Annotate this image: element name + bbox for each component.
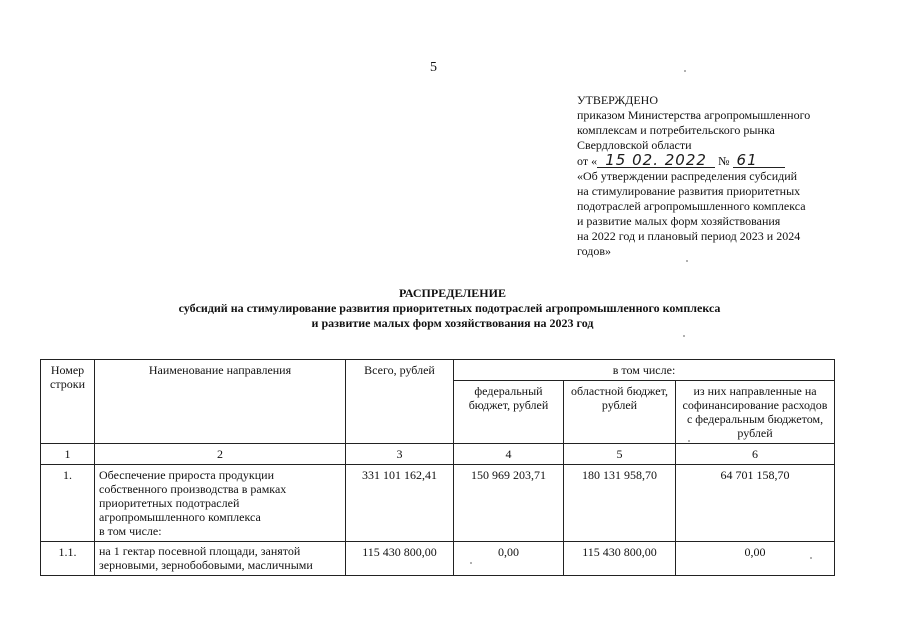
number-prefix: № [718,154,730,168]
row-regional: 115 430 800,00 [564,542,676,576]
row-number: 1. [41,465,95,542]
approval-subject: «Об утверждении распределения субсидий [577,169,798,183]
approval-line: приказом Министерства агропромышленного [577,108,811,122]
scan-speck [686,260,688,262]
row-name-line: зерновыми, зернобобовыми, масличными [99,558,313,572]
page-number: 5 [430,60,437,75]
document-subtitle: субсидий на стимулирование развития приоритетных подотраслей агропромышленного комплекса [178,301,721,315]
header-total: Всего, рублей [346,360,454,444]
date-prefix: от « [577,154,598,168]
scan-speck [683,335,685,337]
header-regional: областной бюджет, рублей [564,381,676,444]
approval-subject: подотраслей агропромышленного комплекса [577,199,806,213]
approval-subject: на 2022 год и плановый период 2023 и 2024 [577,229,801,243]
approval-date-line [577,153,837,169]
table-row [41,542,835,576]
handwritten-number: 61 [733,153,785,168]
row-federal: 150 969 203,71 [454,465,564,542]
column-number: 4 [454,444,564,465]
header-name: Наименование направления [95,360,346,444]
row-name-line: приоритетных подотраслей [99,496,240,510]
row-cofinancing: 0,00 [676,542,835,576]
column-number-row [41,444,835,465]
header-federal: федеральный бюджет, рублей [454,381,564,444]
approval-line: комплексам и потребительского рынка [577,123,775,137]
row-federal: 0,00 [454,542,564,576]
approval-line: Свердловской области [577,138,692,152]
approval-subject: и развитие малых форм хозяйствования [577,214,781,228]
row-name [95,465,346,542]
row-total: 331 101 162,41 [346,465,454,542]
row-name-line: в том числе: [99,524,162,538]
approval-subject: на стимулирование развития приоритетных [577,184,801,198]
scan-speck [688,440,690,442]
approval-block [577,93,837,259]
document-title: РАСПРЕДЕЛЕНИЕ [399,286,506,300]
column-number: 5 [564,444,676,465]
row-name-line: агропромышленного комплекса [99,510,261,524]
row-name-line: Обеспечение прироста продукции [99,468,275,482]
row-cofinancing: 64 701 158,70 [676,465,835,542]
header-including: в том числе: [454,360,835,381]
scan-speck [470,562,472,564]
row-name-line: на 1 гектар посевной площади, занятой [99,544,301,558]
document-subtitle: и развитие малых форм хозяйствования на 2023 год [311,316,594,330]
column-number: 3 [346,444,454,465]
row-name-line: собственного производства в рамках [99,482,287,496]
header-row-number: Номер строки [41,360,95,444]
header-cofinancing: из них направленные на софинансирование расходов с федеральным бюджетом, рублей [676,381,835,444]
row-total: 115 430 800,00 [346,542,454,576]
column-number: 1 [41,444,95,465]
approval-heading: УТВЕРЖДЕНО [577,93,659,107]
scan-speck [684,70,686,72]
approval-subject: годов» [577,244,612,258]
distribution-table [40,359,835,576]
row-number: 1.1. [41,542,95,576]
column-number: 6 [676,444,835,465]
scan-speck [810,557,812,559]
table-row [41,465,835,542]
row-regional: 180 131 958,70 [564,465,676,542]
column-number: 2 [95,444,346,465]
handwritten-date: 15 02. 2022 [597,153,715,168]
row-name [95,542,346,576]
